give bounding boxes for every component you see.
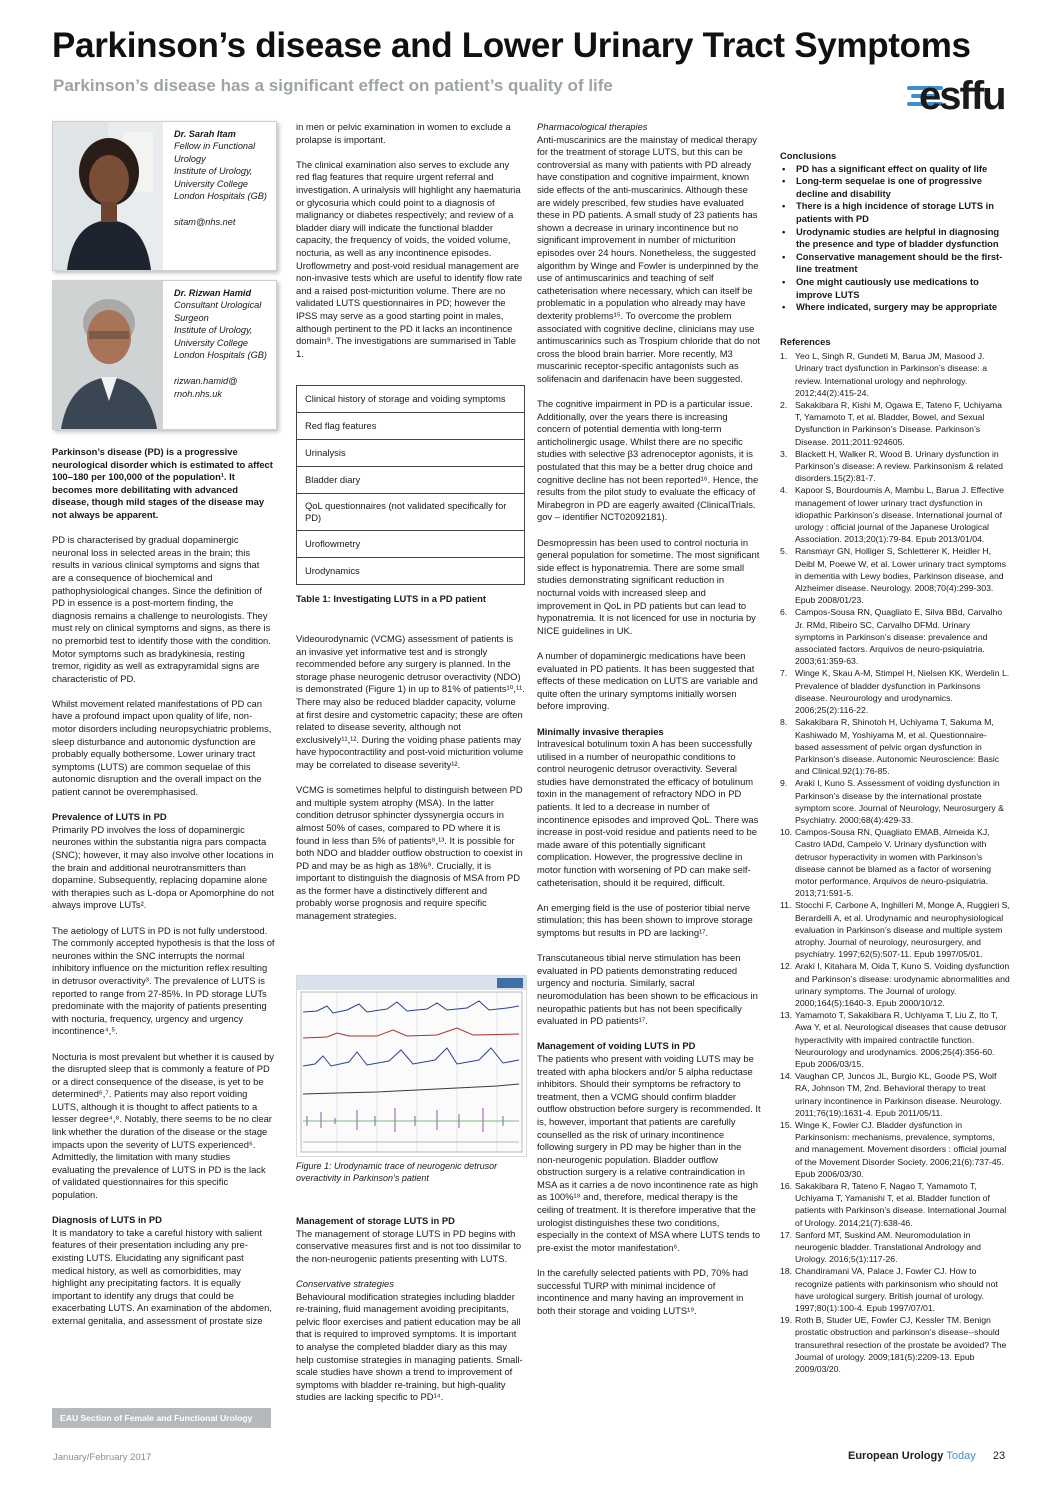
paragraph: The management of storage LUTS in PD begins with conservative measures first and is not too dissimilar to the non-neurogenic patients presenting with LUTS. [296, 1227, 522, 1264]
table-row: Red flag features [297, 413, 525, 440]
intro-paragraph: Parkinson’s disease (PD) is a progressive neurological disorder which is estimated to affect 100–180 per 100,000 of the population¹. It becomes more debilitating with advanced disease, though mild stages of the disease may not always be apparent. [52, 446, 273, 520]
journal-name: European Urology [848, 1450, 944, 1462]
reference-item: 5. Ransmayr GN, Holliger S, Schletterer K, Heidler H, Deibl M, Poewe W, et al. Lower urinary tract symptoms in dementia with Lewy bodies, Parkinson disease, and Alzheimer disease. Neurology. 2008;70(4):299-303. Epub 2008/01/23. [780, 546, 1006, 606]
subsection-heading: Pharmacological therapies [537, 121, 648, 132]
paragraph: In the carefully selected patients with PD, 70% had successful TURP with minimal incidence of incontinence and many having an improvement in both their storage and voiding LUTS¹⁹. [537, 1267, 749, 1316]
investigations-table [296, 385, 525, 585]
author-photo [53, 281, 163, 429]
paragraph: Nocturia is most prevalent but whether it is caused by the disrupted sleep that is commonly a feature of PD or a direct consequence of the disease, is yet to be determined⁶,⁷. Patients may also report voiding LUTS, although it is thought to affect patients to a lesser degree⁴,⁸. Notably, there seems to be no clear link whether the duration of the disease or the stage impacts upon the severity of LUTS experienced⁶. Admittedly, the limitation with many studies evaluating the prevalence of LUTS in PD is the lack of validated questionnaires for this specific population. [52, 1050, 274, 1201]
paragraph: Whilst movement related manifestations of PD can have a profound impact upon quality of life, non-motor disorders including neuropsychiatric problems, sleep disturbance and autonomic dysfunction are probably equally bothersome. Lower urinary tract symptoms (LUTS) are common sequelae of this autonomic disruption and the overall impact on the patient cannot be overemphasised. [52, 697, 272, 798]
author-institution: Institute of Urology, University College London Hospitals (GB) [174, 325, 267, 361]
table-row: Urodynamics [297, 558, 525, 585]
section-heading: Prevalence of LUTS in PD [52, 811, 167, 823]
section-heading: Management of voiding LUTS in PD [537, 1040, 696, 1052]
author-name: Dr. Sarah Itam [174, 129, 236, 139]
paragraph: Behavioural modification strategies including bladder re-training, fluid management avoiding precipitants, pelvic floor exercises and patient education may be all that is required to improved symptoms. It is important to analyse the completed bladder diary as this may help customise strategies in managing patients. Small-scale studies have shown a trend to improvement of symptoms with bladder re-training, but high-quality studies are lacking specific to PD¹⁴. [296, 1290, 523, 1403]
table-row: Clinical history of storage and voiding symptoms [297, 386, 525, 413]
reference-item: 11. Stocchi F, Carbone A, Inghilleri M, Monge A, Ruggieri S, Berardelli A, et al. Urodynamic and neurophysiological evaluation in Parkinson’s disease and multiple system atrophy. Journal of neurology, neurosurgery, and psychiatry. 1997;62(5):507-11. Epub 1997/05/01. [780, 900, 1010, 960]
paragraph: PD is characterised by gradual dopaminergic neuronal loss in selected areas in the brain; this results in various clinical symptoms and signs that are a consequence of biochemical and pathophysiological changes. Since the definition of PD in essence is a post-mortem finding, the diagnosis remains a challenge to neurologists. They must rely on clinical symptoms and signs, as there is no premorbid test to identify those with the condition. Motor symptoms such as bradykinesia, resting tremor, rigidity as well as extrapyramidal signs are characteristic of PD. [52, 534, 271, 684]
column-1 [52, 446, 275, 1340]
paragraph: Intravesical botulinum toxin A has been successfully utilised in a number of neuropathic conditions to control neurogenic detrusor overactivity. Several studies have demonstrated the efficacy of botulinum toxin in the management of refractory NDO in PD patients. It led to a decrease in number of incontinence episodes and improved QoL. There was increase in post-void residue and patients need to be made aware of this potentially significant complication. However, the progressive decline in motor function with worsening of PD can make self-catheterisation, should it be required, difficult. [537, 738, 759, 888]
table-row: QoL questionnaires (not validated specifically for PD) [297, 494, 525, 531]
page-subtitle: Parkinson’s disease has a significant effect on patient’s quality of life [53, 76, 613, 95]
table-row: Bladder diary [297, 467, 525, 494]
references-heading: References [780, 336, 831, 347]
logo-text: esffu [919, 74, 1005, 118]
list-item: • Urodynamic studies are helpful in diagnosing the presence and type of bladder dysfunction [780, 226, 1010, 251]
section-heading: Diagnosis of LUTS in PD [52, 1214, 162, 1226]
subsection-heading: Conservative strategies [296, 1277, 394, 1289]
paragraph: in men or pelvic examination in women to exclude a prolapse is important. [296, 121, 511, 145]
author-photo [53, 122, 163, 270]
paragraph: Desmopressin has been used to control nocturia in general population for sometime. The most significant side effect is hyponatremia. There are some small studies demonstrating significant reduction in nocturnal voids with increased sleep and improvement in QoL in PD patients but can lead to hyponatremia. It is not licenced for use in nocturia by NICE guidelines in UK. [537, 536, 760, 636]
paragraph: Transcutaneous tibial nerve stimulation has been evaluated in PD patients demonstrating reduced urgency and nocturia. Similarly, sacral neuromodulation has been shown to be efficacious in neuropathic patients but has not been specifically evaluated in PD patients¹⁷. [537, 952, 758, 1027]
journal-footer [848, 1450, 1005, 1462]
reference-item: 13. Yamamoto T, Sakakibara R, Uchiyama T, Liu Z, Ito T, Awa Y, et al. Neurological diseases that cause detrusor hyperactivity with impaired contractile function. Neurourology and urodynamics. 2006;25(4):356-60. Epub 2006/03/15. [780, 1010, 1007, 1069]
list-item: • PD has a significant effect on quality of life [780, 163, 1010, 176]
section-heading: Management of storage LUTS in PD [296, 1215, 455, 1226]
column-2-top [296, 121, 525, 373]
reference-item: 12. Araki I, Kitahara M, Oida T, Kuno S. Voiding dysfunction and Parkinson’s disease: urodynamic abnormalities and urinary symptoms. The Journal of urology. 2000;164(5):1640-3. Epub 2000/10/12. [780, 961, 1010, 1008]
author-card-itam [52, 121, 277, 271]
author-role: Consultant Urological Surgeon [174, 300, 262, 323]
conclusions-list [780, 163, 1010, 314]
reference-item: 18. Chandiramani VA, Palace J, Fowler CJ. How to recognize patients with parkinsonism who should not have urological surgery. British journal of urology. 1997;80(1):100-4. Epub 1997/07/01. [780, 1266, 998, 1314]
paragraph: A number of dopaminergic medications have been evaluated in PD patients. It has been suggested that effects of these medication on LUTS are variable and quite often the urinary symptoms initially worsen before improving. [537, 649, 758, 712]
references-box [780, 336, 1010, 1375]
reference-item: 17. Sanford MT, Suskind AM. Neuromodulation in neurogenic bladder. Translational Andrology and Urology. 2016;5(1):117-26. [780, 1229, 981, 1265]
section-label-bar: EAU Section of Female and Functional Urology [52, 1408, 271, 1428]
list-item: • Long-term sequelae is one of progressive decline and disability [780, 175, 1010, 200]
reference-item: 9. Araki I, Kuno S. Assessment of voiding dysfunction in Parkinson’s disease by the international prostate symptom score. Journal of Neurology, Neurosurgery & Psychiatry. 2000;68(4):429-33. [780, 778, 1004, 825]
page-title: Parkinson’s disease and Lower Urinary Tract Symptoms [52, 26, 971, 65]
paragraph: The cognitive impairment in PD is a particular issue. Additionally, over the years there is increasing concern of potential dementia with long-term anticholinergic usage. Whilst there are no specific studies with selective β3 adrenoceptor agonists, it is postulated that this may be a better drug choice and cognitive decline has not been reported¹⁶. Hence, the results from the pilot study to evaluate the efficacy of Mirabegron in PD are eagerly awaited (ClinicalTrials. gov – identifier NCT02092181). [537, 398, 759, 523]
author-email[interactable]: sitam@nhs.net [174, 217, 236, 228]
table-row: Urinalysis [297, 440, 525, 467]
table-caption: Table 1: Investigating LUTS in a PD patient [296, 593, 486, 604]
reference-item: 6. Campos-Sousa RN, Quagliato E, Silva BBd, Carvalho Jr. RMd, Ribeiro SC, Carvalho DFMd. Urinary symptoms in Parkinson’s disease: prevalence and associated factors. Arquivos de neuro-psiquiatria. 2003;61:359-63. [780, 607, 1003, 667]
list-item: • One might cautiously use medications to improve LUTS [780, 276, 1010, 301]
references-list [780, 350, 1010, 1375]
reference-item: 19. Roth B, Studer UE, Fowler CJ, Kessler TM. Benign prostatic obstruction and parkinson’s disease--should transurethral resection of the prostate be avoided? The Journal of urology. 2009;181(5):2209-13. Epub 2009/03/20. [780, 1315, 1007, 1375]
reference-item: 15. Winge K, Fowler CJ. Bladder dysfunction in Parkinsonism: mechanisms, prevalence, symptoms, and management. Movement disorders : official journal of the Movement Disorder Society. 2006;21(6):737-45. Epub 2006/03/30. [780, 1120, 1007, 1179]
column-3 [537, 121, 762, 1330]
paragraph: The aetiology of LUTS in PD is not fully understood. The commonly accepted hypothesis is that the loss of neurones within the SNC interrupts the normal inhibitory influence on the micturition reflex resulting in detrusor overactivity³. The prevalence of LUTS is reported to range from 27-85%. In PD storage LUTs predominate with the majority of patients presenting with nocturia, frequency, urgency and urgency incontinence⁴,⁵. [52, 924, 275, 1037]
table-row: Uroflowmetry [297, 531, 525, 558]
author-card-hamid [52, 280, 277, 430]
reference-item: 4. Kapoor S, Bourdoumis A, Mambu L, Barua J. Effective management of lower urinary tract dysfunction in idiopathic Parkinson’s disease. International journal of urology : official journal of the Japanese Urological Association. 2013;20(1):79-84. Epub 2013/01/04. [780, 485, 1004, 545]
author-name: Dr. Rizwan Hamid [174, 288, 252, 298]
reference-item: 10. Campos-Sousa RN, Quagliato EMAB, Almeida KJ, Castro IADd, Campelo V. Urinary dysfunction with detrusor hyperactivity in women with Parkinson’s disease cannot be blamed as a factor of worsening motor performance. Arquivos de neuro-psiquiatria. 2013;71:591-5. [780, 827, 992, 899]
paragraph: The clinical examination also serves to exclude any red flag features that require urgent referral and investigation. A urinalysis will highlight any haematuria or glycosuria which could point to a diagnosis of malignancy or diabetes respectively; and review of a bladder diary will indicate the functional bladder capacity, the frequency of voids, the voided volume, nocturia, as well as any incontinence episodes. Uroflowmetry and post-void residual management are non-invasive tests which are useful to identify flow rate and a raised post-micturition volume. There are no validated LUTS questionnaires in PD; however the IPSS may serve as a good starting point in males, although pertinent to the PD it lacks an incontinence domain⁹. The investigations are summarised in Table 1. [296, 158, 523, 359]
list-item: • There is a high incidence of storage LUTS in patients with PD [780, 200, 1010, 225]
esffu-logo [905, 74, 1015, 122]
paragraph: Videourodynamic (VCMG) assessment of patients is an invasive yet informative test and is strongly recommended before any surgery is planned. In the storage phase neurogenic detrusor overactivity (NDO) is demonstrated (Figure 1) in up to 81% of patients¹⁰,¹¹. There may also be reduced bladder capacity, volume at first desire and cystometric capacity; these are often related to disease severity, although not exclusively¹¹,¹². During the voiding phase patients may have hypocontractility and post-void micturition volume may be correlated to disease severity¹². [296, 633, 525, 770]
author-info [174, 287, 274, 400]
reference-item: 2. Sakakibara R, Kishi M, Ogawa E, Tateno F, Uchiyama T, Yamamoto T, et al. Bladder, Bowel, and Sexual Dysfunction in Parkinson’s Disease. Parkinson’s Disease. 2011;2011:924605. [780, 400, 1002, 447]
page-number: 23 [992, 1450, 1006, 1462]
section-heading: Minimally invasive therapies [537, 725, 664, 737]
author-institution: Institute of Urology, University College London Hospitals (GB) [174, 166, 267, 202]
reference-item: 7. Winge K, Skau A-M, Stimpel H, Nielsen KK, Werdelin L. Prevalence of bladder dysfunction in Parkinsons disease. Neurourology and urodynamics. 2006;25(2):116-22. [780, 668, 1010, 716]
author-role: Fellow in Functional Urology [174, 141, 256, 164]
conclusions-box [780, 150, 1010, 314]
paragraph: An emerging field is the use of posterior tibial nerve stimulation; this has been shown to improve storage symptoms but results in PD are lacking¹⁷. [537, 901, 753, 938]
conclusions-heading: Conclusions [780, 150, 837, 161]
reference-item: 8. Sakakibara R, Shinotoh H, Uchiyama T, Sakuma M, Kashiwado M, Yoshiyama M, et al. Questionnaire-based assessment of pelvic organ dysfunction in Parkinson’s disease. Autonomic Neuroscience: Basic and Clinical.92(1):76-85. [780, 717, 1000, 777]
list-item: • Where indicated, surgery may be appropriate [780, 301, 1010, 314]
reference-item: 1. Yeo L, Singh R, Gundeti M, Barua JM, Masood J. Urinary tract dysfunction in Parkinson’s disease: a review. International urology and nephrology. 2012;44(2):415-24. [780, 351, 988, 398]
paragraph: The patients who present with voiding LUTS may be treated with apha blockers and/or 5 alpha reductase inhibitors. Should their symptoms be refractory to treatment, then a VCMG should confirm bladder outflow obstruction before surgery is recommended. It is, however, important that patients are carefully counselled as the risk of urinary incontinence following surgery in PD may be higher than in the non-neurogenic population. Bladder outflow obstruction surgery is a relative contraindication in MSA as it carries a de novo incontinence rate as high as 100%¹⁸ and, therefore, medical therapy is the ceiling of treatment. It is therefore imperative that the urologist distinguishes these two conditions, especially in the context of MSA where LUTS tends to pre-exist the motor manifestation⁶. [537, 1052, 761, 1253]
paragraph: It is mandatory to take a careful history with salient features of their presentation including any pre-existing LUTS. Elucidating any significant past medical history, as well as comorbidities, may highlight any precipitating factors. It is equally important to identify any drugs that could be exacerbating LUTS. An examination of the abdomen, external genitalia, and assessment of prostate size [52, 1226, 272, 1326]
list-item: • Conservative management should be the first-line treatment [780, 251, 1010, 276]
reference-item: 14. Vaughan CP, Juncos JL, Burgio KL, Goode PS, Wolf RA, Johnson TM, 2nd. Behavioral therapy to treat urinary incontinence in Parkinson disease. Neurology. 2011;76(19):1631-4. Epub 2011/05/11. [780, 1071, 1002, 1118]
issue-date: January/February 2017 [53, 1452, 152, 1463]
author-email[interactable]: rizwan.hamid@ rnoh.nhs.uk [174, 376, 238, 399]
table-caption-block [296, 593, 525, 606]
author-info [174, 128, 274, 229]
figure-caption: Figure 1: Urodynamic trace of neurogenic detrusor overactivity in Parkinson’s patient [296, 1161, 498, 1183]
paragraph: VCMG is sometimes helpful to distinguish between PD and multiple system atrophy (MSA). In the latter condition detrusor sphincter dyssynergia occurs in almost 50% of cases, compared to PD where it is found in less than 5% of patients⁸,¹³. It is possible for both NDO and bladder outflow obstruction to coexist in PD and may be as high as 18%⁹. Crucially, it is important to distinguish the diagnosis of MSA from PD as the former have a distinctively different and probably worse prognosis and require specific management strategies. [296, 784, 523, 922]
journal-accent: Today [946, 1450, 976, 1462]
reference-item: 16. Sakakibara R, Tateno F, Nagao T, Yamamoto T, Uchiyama T, Yamanishi T, et al. Bladder function of patients with Parkinson’s disease. International Journal of Urology. 2014;21(7):638-46. [780, 1181, 1007, 1228]
urodynamic-trace-figure [296, 975, 527, 1157]
reference-item: 3. Blackett H, Walker R, Wood B. Urinary dysfunction in Parkinson’s disease: A review. Parkinsonism & related disorders.15(2):81-7. [780, 448, 1003, 484]
column-2-bottom [296, 1215, 525, 1417]
paragraph: Anti-muscarinics are the mainstay of medical therapy for the treatment of storage LUTS, but this can be controversial as many with patients with PD already have constipation and cognitive impairment, known side effects of the anti-muscarinics. Although these are widely prescribed, few studies have evaluated these in PD patients. A small study of 23 patients has shown a decrease in urinary incontinence but no significant improvement in number of micturition episodes over 24 hours. Nonetheless, the suggested algorithm by Winge and Fowler is underpinned by the use of antimuscarinics and teaching of self catheterisation where necessary, which can itself be problematic in a population who already may have dexterity problems¹⁵. To overcome the problem associated with cognitive decline, clinicians may use antimuscarinics such as Trospium chloride that do not cross the blood brain barrier. More recently, M3 muscarinic receptor-specific antagonists such as solifenacin and darifenacin have been suggested. [537, 133, 761, 384]
paragraph: Primarily PD involves the loss of dopaminergic neurones within the substantia nigra pars compacta (SNC); however, it may also involve other locations in the brain and additional neurotransmitters than dopamine. Subsequently, replacing dopamine alone with therapies such as L-dopa or Apomorphine do not always improve LUTs². [52, 823, 275, 911]
column-2-mid [296, 633, 525, 935]
